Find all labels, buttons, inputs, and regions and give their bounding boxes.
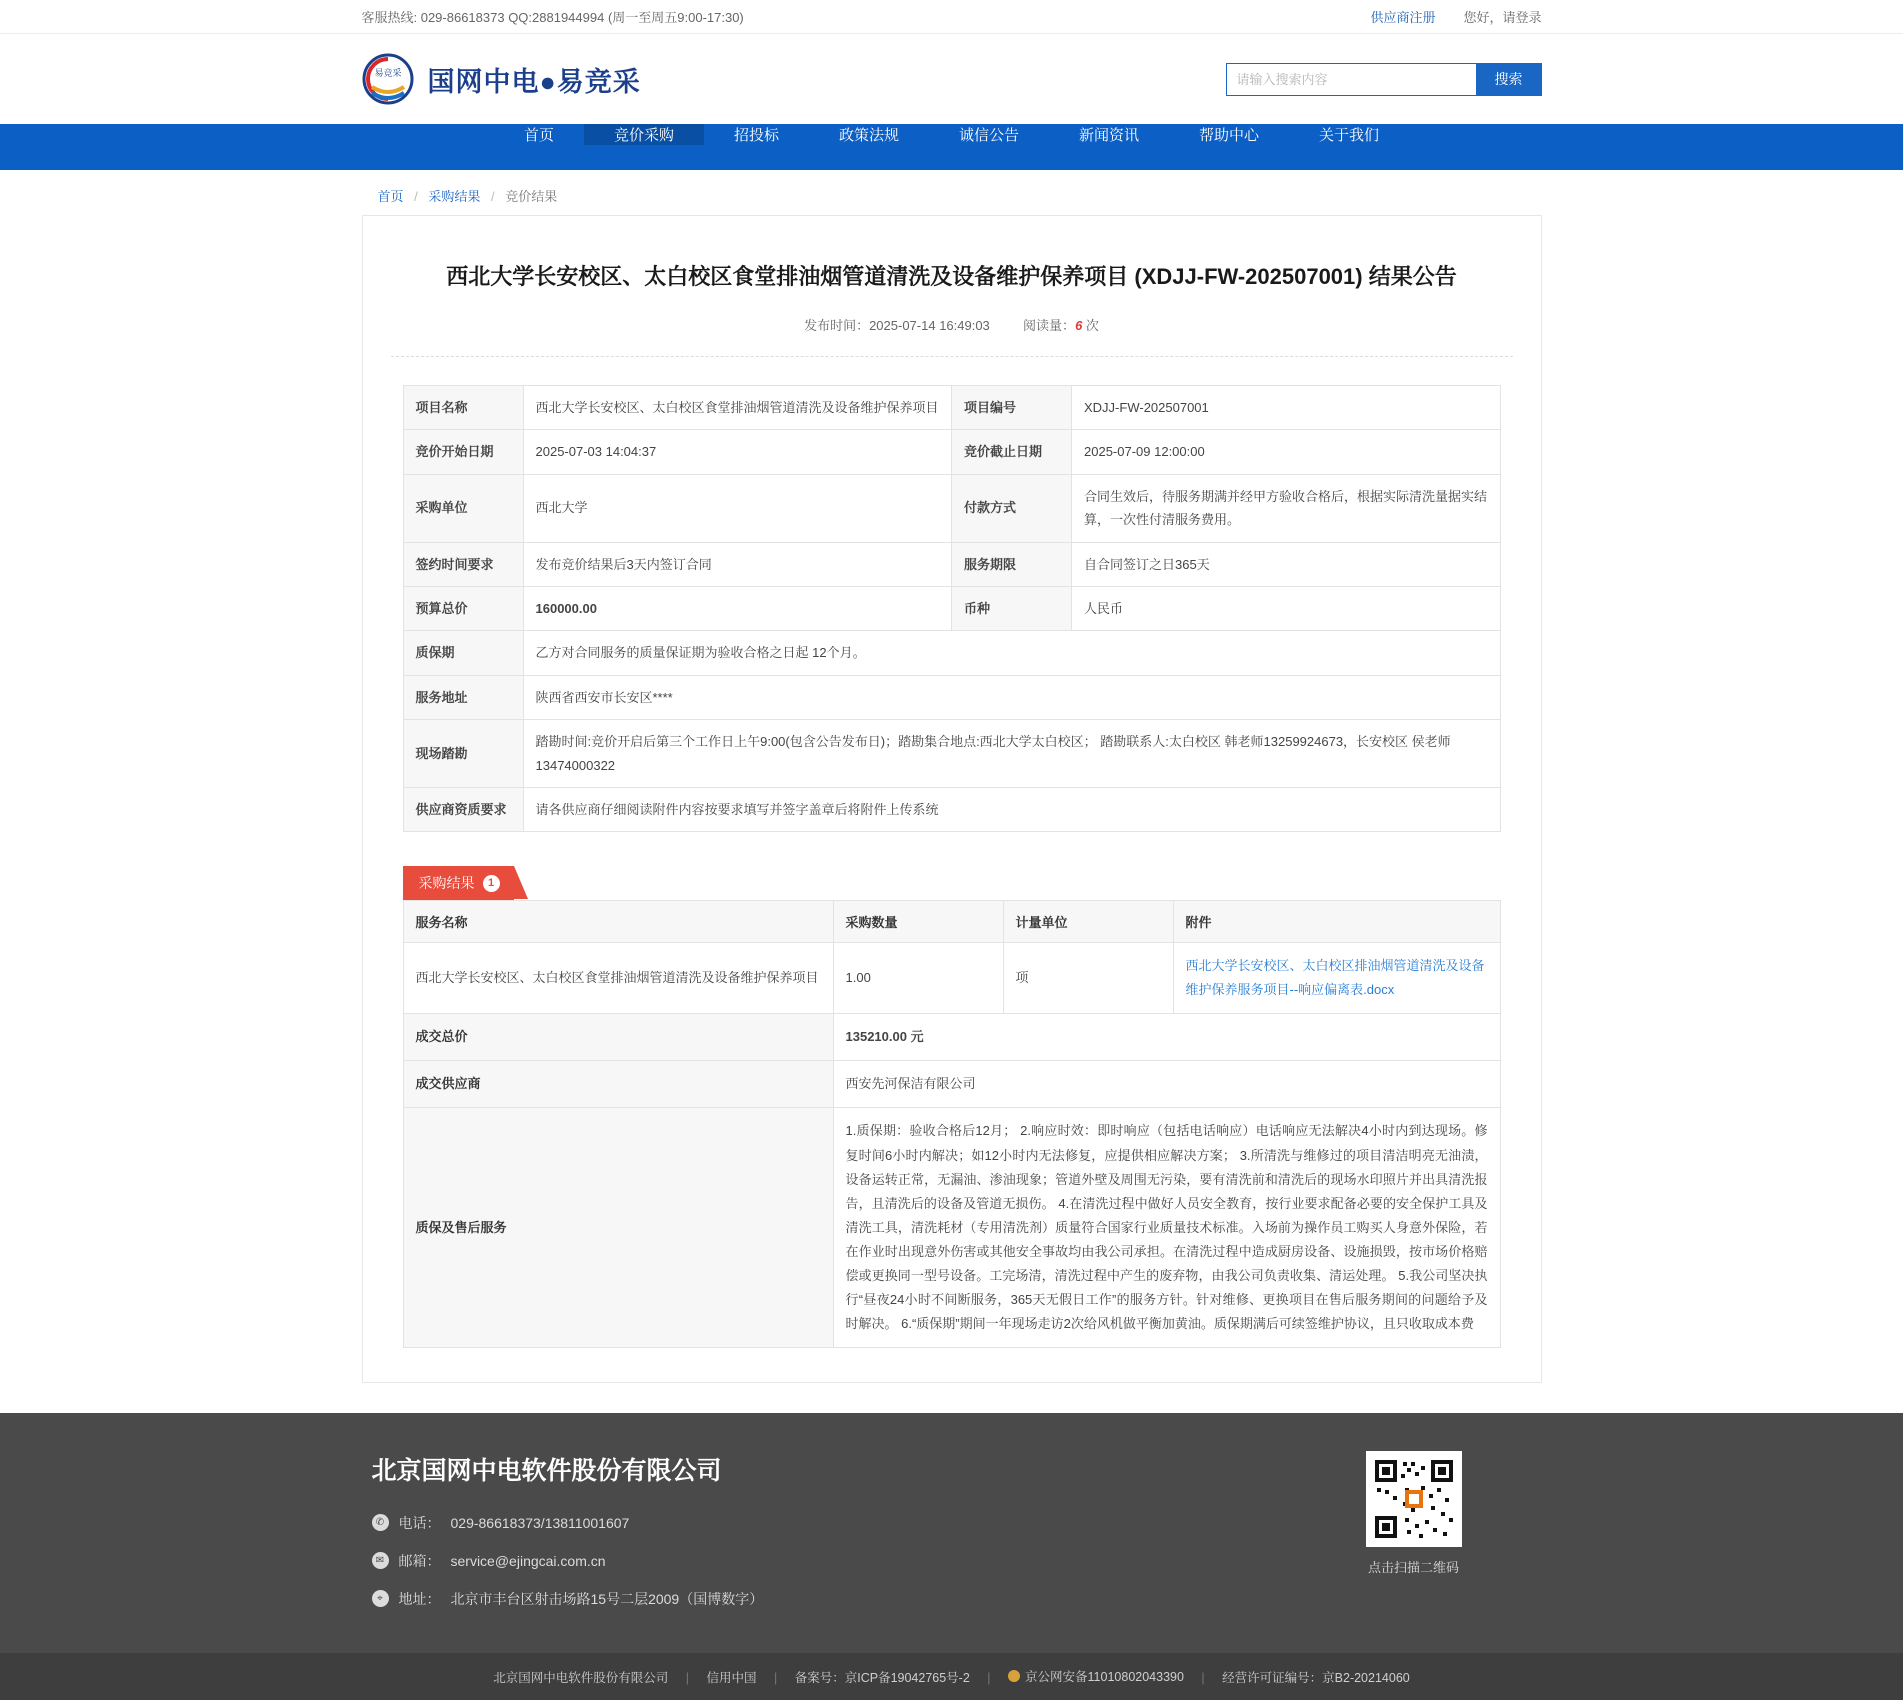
table-row [403, 474, 1500, 542]
supplier-register-link[interactable]: 供应商注册 [1370, 10, 1436, 25]
views-count: 6 [1075, 318, 1083, 333]
cell-service-name: 西北大学长安校区、太白校区食堂排油烟管道清洗及设备维护保养项目 [403, 943, 833, 1014]
footer-email-line [372, 1551, 764, 1571]
result-tab-label: 采购结果 [418, 875, 475, 892]
result-section-header [403, 866, 1501, 900]
copyright-bar: 北京国网中电软件股份有限公司 | 信用中国 | 备案号：京ICP备19042765号-2 | 京公网安备11010802043390 | 经营许可证编号：京B2-20214060 [0, 1653, 1903, 1700]
site-footer [0, 1413, 1903, 1653]
footer-phone-label: 电话： [398, 1514, 441, 1531]
result-count-badge: 1 [483, 875, 500, 892]
table-header-row [403, 901, 1500, 943]
gov-record-text: 京公网安备11010802043390 [1025, 1669, 1184, 1684]
value-project-name: 西北大学长安校区、太白校区食堂排油烟管道清洗及设备维护保养项目 [523, 386, 952, 430]
nav-item-news[interactable]: 新闻资讯 [1079, 127, 1140, 144]
label-total-price: 成交总价 [403, 1014, 833, 1061]
icp-number[interactable]: 备案号：京ICP备19042765号-2 [794, 1670, 970, 1685]
label-payment: 付款方式 [952, 474, 1072, 542]
hotline-text: 客服热线: 029-86618373 QQ:2881944994 (周一至周五9:00-17:30) [361, 10, 744, 25]
nav-item-about[interactable]: 关于我们 [1319, 127, 1380, 144]
table-row [403, 586, 1500, 630]
credit-china-link[interactable]: 信用中国 [706, 1670, 757, 1685]
table-row [403, 386, 1500, 430]
svg-text:易竞采: 易竞采 [373, 68, 402, 78]
views-unit: 次 [1085, 318, 1099, 333]
brand-title: 国网中电●易竞采 [427, 66, 641, 97]
page-title: 西北大学长安校区、太白校区食堂排油烟管道清洗及设备维护保养项目 (XDJJ-FW-202507001) 结果公告 [446, 264, 1457, 289]
footer-address-label: 地址： [398, 1590, 441, 1607]
col-attachment: 附件 [1173, 901, 1500, 943]
attachment-link[interactable]: 西北大学长安校区、太白校区排油烟管道清洗及设备维护保养服务项目--响应偏离表.docx [1185, 958, 1485, 998]
publish-time: 2025-07-14 16:49:03 [869, 318, 990, 333]
search-box[interactable] [1226, 63, 1542, 96]
value-project-code: XDJJ-FW-202507001 [1072, 386, 1501, 430]
qr-caption: 点击扫描二维码 [1367, 1559, 1459, 1575]
table-row [403, 1014, 1500, 1061]
search-input[interactable] [1226, 63, 1476, 96]
publish-label: 发布时间： [804, 318, 870, 333]
cell-unit: 项 [1003, 943, 1173, 1014]
value-winning-supplier: 西安先河保洁有限公司 [833, 1061, 1500, 1108]
nav-item-integrity-notice[interactable]: 诚信公告 [959, 127, 1020, 144]
nav-item-home[interactable]: 首页 [523, 127, 554, 144]
gov-record[interactable] [1008, 1667, 1184, 1685]
label-warranty-period: 质保期 [403, 631, 523, 675]
table-row [403, 1061, 1500, 1108]
label-after-sales: 质保及售后服务 [403, 1108, 833, 1347]
footer-email-label: 邮箱： [398, 1552, 441, 1569]
col-unit: 计量单位 [1003, 901, 1173, 943]
nav-item-policy[interactable]: 政策法规 [838, 127, 899, 144]
value-currency: 人民币 [1072, 586, 1501, 630]
brand-logo[interactable] [362, 53, 641, 105]
footer-address-value: 北京市丰台区射击场路15号二层2009（国博数字） [450, 1590, 764, 1607]
copyright-company: 北京国网中电软件股份有限公司 [493, 1670, 669, 1685]
value-payment: 合同生效后，待服务期满并经甲方验收合格后，根据实际清洗量据实结算，一次性付清服务费用。 [1072, 474, 1501, 542]
nav-item-bidding-purchase[interactable]: 竞价采购 [584, 124, 704, 145]
table-row [403, 675, 1500, 719]
value-supplier-qualification: 请各供应商仔细阅读附件内容按要求填写并签字盖章后将附件上传系统 [523, 787, 1500, 831]
mail-icon: ✉ [372, 1552, 389, 1569]
breadcrumb-home[interactable]: 首页 [377, 189, 404, 204]
divider [391, 356, 1513, 357]
value-service-period: 自合同签订之日365天 [1072, 542, 1501, 586]
footer-email-value: service@ejingcai.com.cn [450, 1552, 606, 1569]
label-site-survey: 现场踏勘 [403, 720, 523, 788]
footer-phone-line [372, 1513, 764, 1533]
location-icon: ⌖ [372, 1590, 389, 1607]
value-site-survey: 踏勘时间:竞价开启后第三个工作日上午9:00(包含公告发布日)；踏勘集合地点:西北大学太白校区； 踏勘联系人:太白校区 韩老师13259924673，长安校区 侯老师13474000322 [523, 720, 1500, 788]
police-badge-icon [1008, 1670, 1020, 1682]
phone-icon: ✆ [372, 1514, 389, 1531]
footer-company-name: 北京国网中电软件股份有限公司 [371, 1456, 722, 1485]
label-currency: 币种 [952, 586, 1072, 630]
qr-code-image[interactable] [1366, 1451, 1462, 1547]
label-project-code: 项目编号 [952, 386, 1072, 430]
site-header [0, 34, 1903, 124]
table-row [403, 631, 1500, 675]
breadcrumb-separator-1: / [414, 189, 418, 204]
main-nav [0, 124, 1903, 170]
value-after-sales: 1.质保期：验收合格后12月； 2.响应时效：即时响应（包括电话响应）电话响应无法解决4小时内到达现场。修复时间6小时内解决；如12小时内无法修复，应提供相应解决方案； 3.所清洗与维修过的项目清洁明亮无油渍，设备运转正常，无漏油、渗油现象；管道外壁及周围无污染，要有清洗前和清洗后的现场水印照片并出具清洗报告，且清洗后的设备及管道无损伤。 4.在清洗过程中做好人员安全教育，按行业要求配备必要的安全保护工具及清洗工具，清洗耗材（专用清洗剂）质量符合国家行业质量技术标准。入场前为操作员工购买人身意外保险，若在作业时出现意外伤害或其他安全事故均由我公司承担。在清洗过程中造成厨房设备、设施损毁，按市场价格赔偿或更换同一型号设备。工完场清，清洗过程中产生的废弃物，由我公司负责收集、清运处理。 5.我公司坚决执行“昼夜24小时不间断服务，365天无假日工作”的服务方针。针对维修、更换项目在售后服务期间的问题给予及时解决。 6.“质保期”期间一年现场走访2次给风机做平衡加黄油。质保期满后可续签维护协议，且只收取成本费 [833, 1108, 1500, 1347]
value-warranty-period: 乙方对合同服务的质量保证期为验收合格之日起 12个月。 [523, 631, 1500, 675]
table-row [403, 720, 1500, 788]
label-winning-supplier: 成交供应商 [403, 1061, 833, 1108]
breadcrumb-level2[interactable]: 采购结果 [428, 189, 481, 204]
value-sign-time: 发布竞价结果后3天内签订合同 [523, 542, 952, 586]
logo-icon [362, 53, 414, 105]
col-quantity: 采购数量 [833, 901, 1003, 943]
label-service-address: 服务地址 [403, 675, 523, 719]
search-button[interactable]: 搜索 [1476, 63, 1542, 96]
cell-quantity: 1.00 [833, 943, 1003, 1014]
project-info-table [403, 385, 1501, 832]
value-service-address: 陕西省西安市长安区**** [523, 675, 1500, 719]
label-service-period: 服务期限 [952, 542, 1072, 586]
table-row [403, 787, 1500, 831]
label-project-name: 项目名称 [403, 386, 523, 430]
breadcrumb-separator-2: / [491, 189, 495, 204]
nav-item-help[interactable]: 帮助中心 [1199, 127, 1260, 144]
value-total-price: 135210.00 元 [833, 1014, 1500, 1061]
table-row [403, 1108, 1500, 1347]
table-row [403, 542, 1500, 586]
footer-phone-value: 029-86618373/13811001607 [450, 1514, 630, 1531]
footer-address-line [372, 1589, 764, 1609]
announcement-card [362, 215, 1542, 1383]
result-tab [403, 866, 514, 900]
purchase-result-table [403, 900, 1501, 1348]
document-meta [391, 315, 1513, 334]
views-label: 阅读量： [1023, 318, 1076, 333]
breadcrumb [362, 170, 1542, 215]
value-bid-end: 2025-07-09 12:00:00 [1072, 430, 1501, 474]
label-purchaser: 采购单位 [403, 474, 523, 542]
col-service-name: 服务名称 [403, 901, 833, 943]
table-row [403, 430, 1500, 474]
table-row [403, 943, 1500, 1014]
label-bid-start: 竞价开始日期 [403, 430, 523, 474]
value-budget: 160000.00 [523, 586, 952, 630]
label-bid-end: 竞价截止日期 [952, 430, 1072, 474]
value-bid-start: 2025-07-03 14:04:37 [523, 430, 952, 474]
license-number: 经营许可证编号：京B2-20214060 [1222, 1670, 1410, 1685]
label-supplier-qualification: 供应商资质要求 [403, 787, 523, 831]
label-sign-time: 签约时间要求 [403, 542, 523, 586]
top-utility-bar [0, 0, 1903, 34]
login-greeting[interactable]: 您好，请登录 [1463, 10, 1542, 25]
label-budget: 预算总价 [403, 586, 523, 630]
breadcrumb-current: 竞价结果 [505, 189, 558, 204]
value-purchaser: 西北大学 [523, 474, 952, 542]
nav-item-tender[interactable]: 招投标 [733, 127, 779, 144]
